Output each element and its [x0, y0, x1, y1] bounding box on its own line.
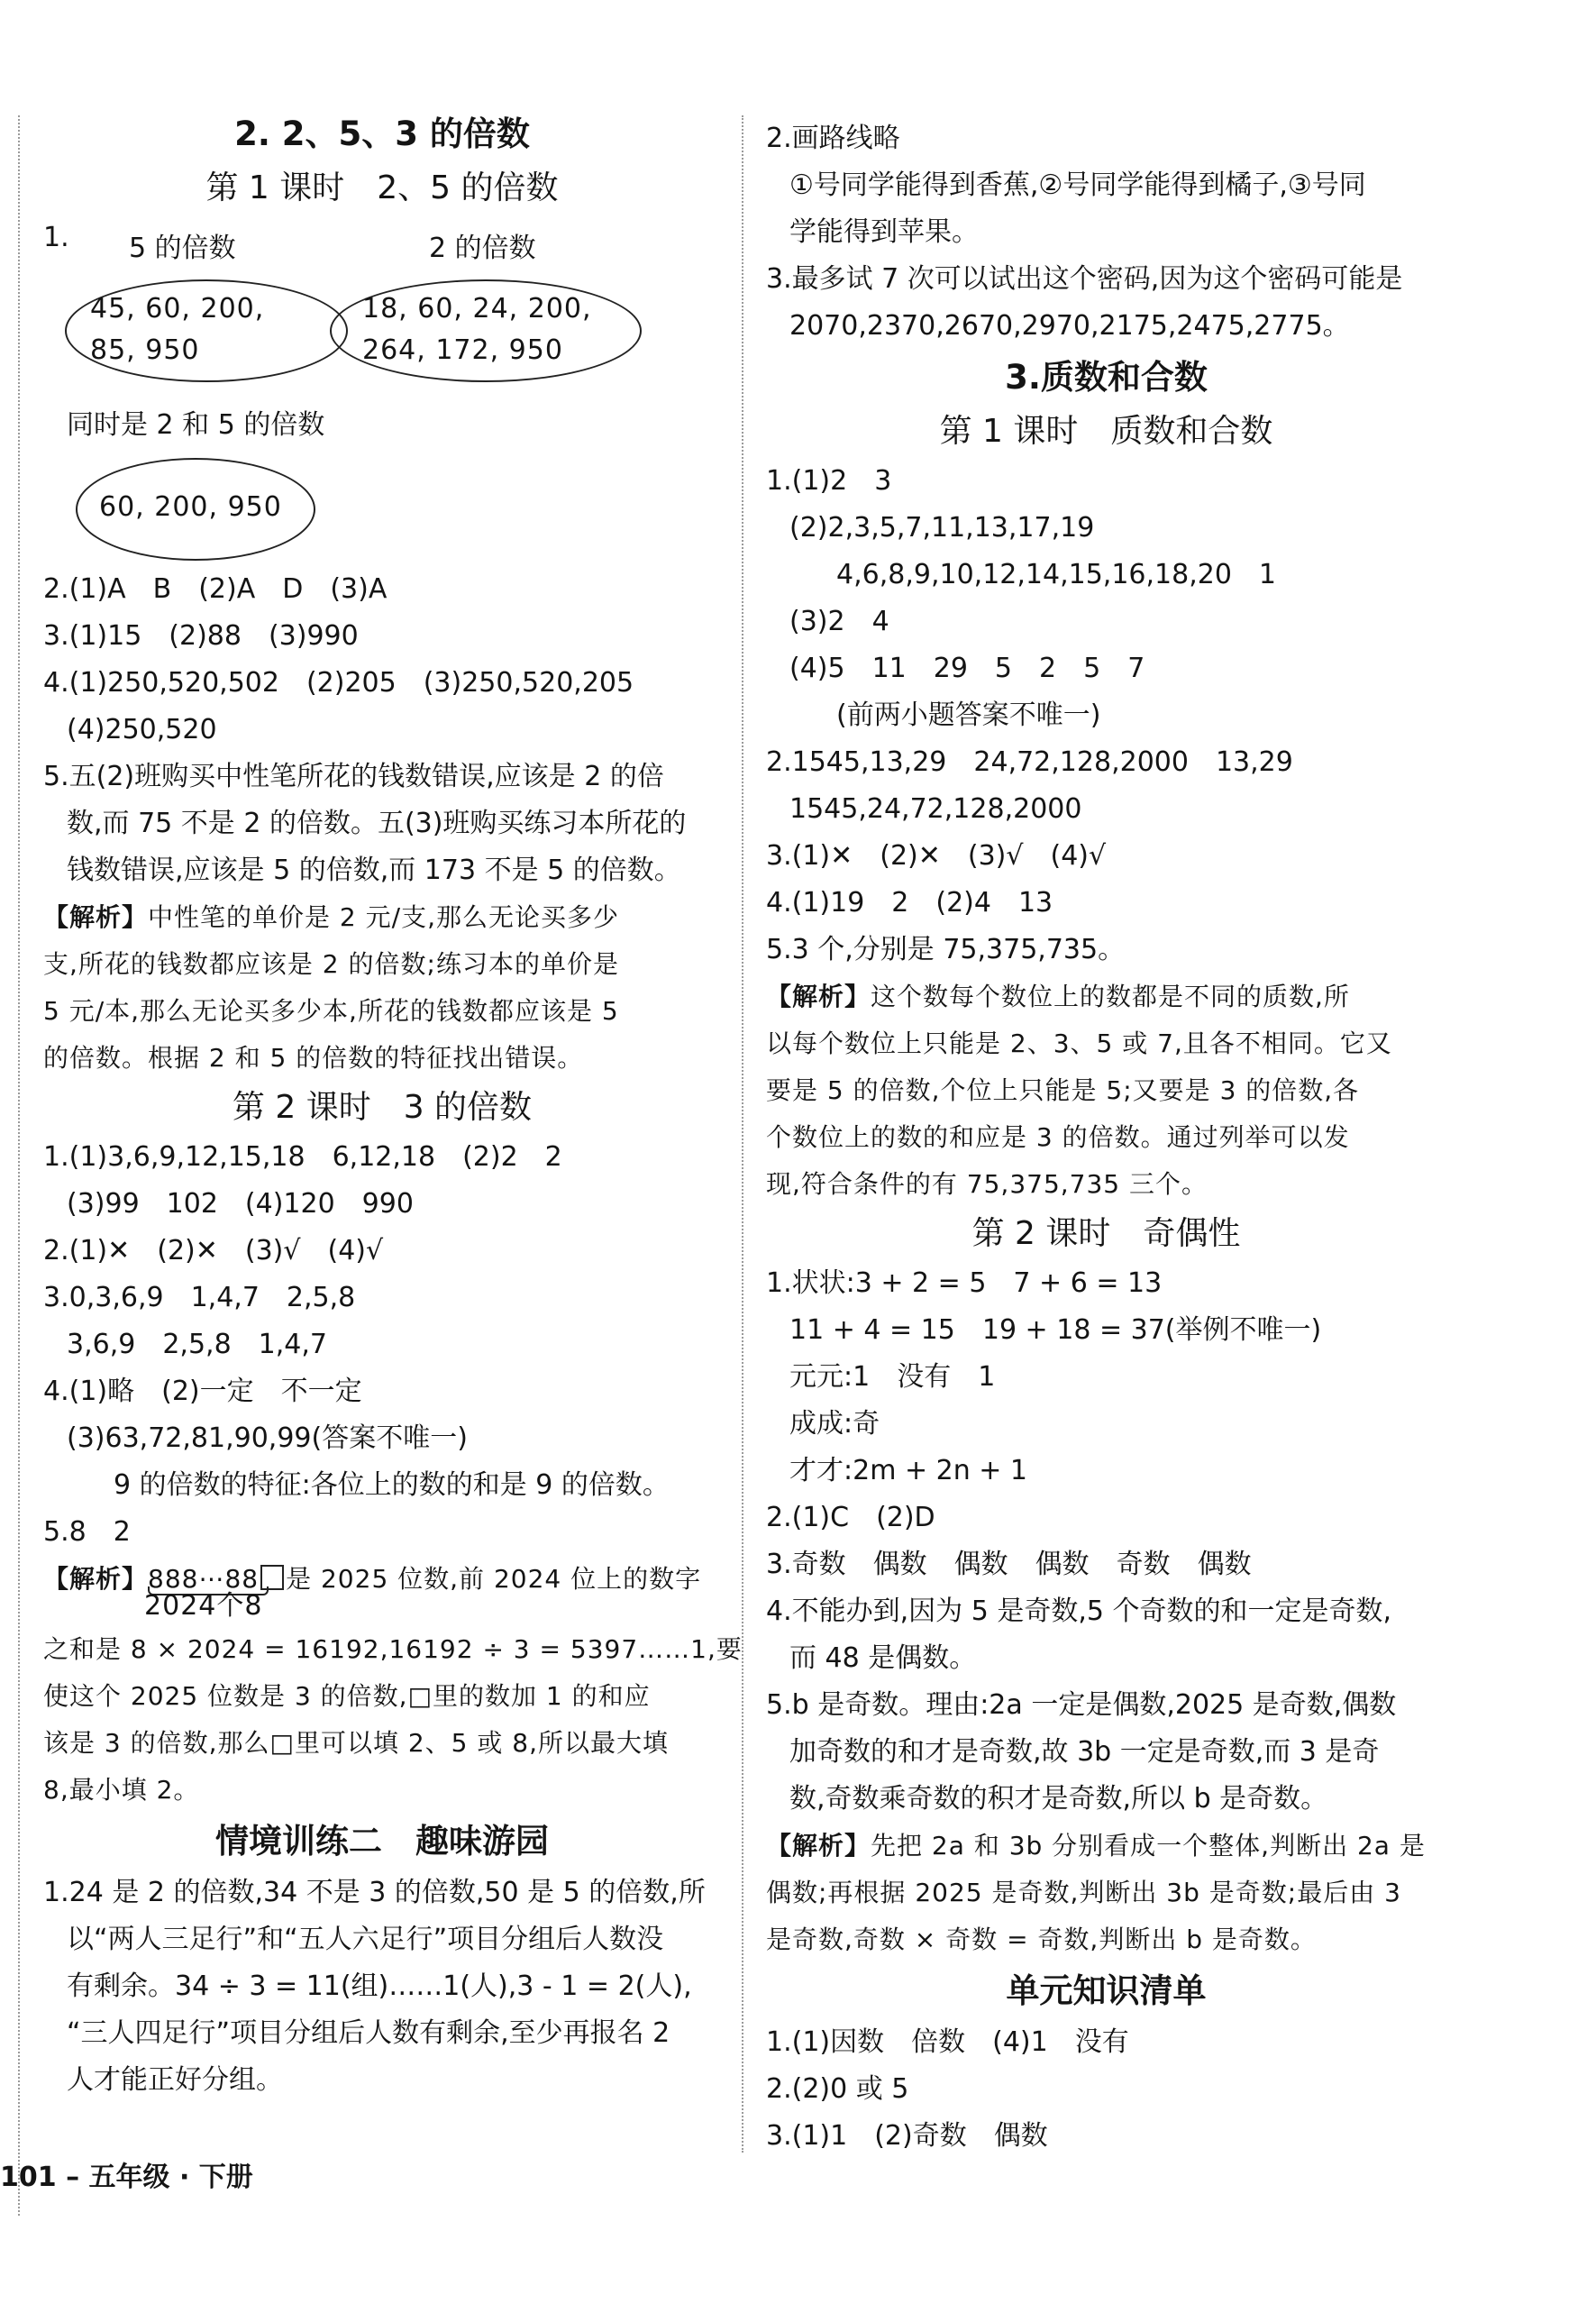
answer-line: 2.(2)0 或 5 — [766, 2073, 909, 2105]
answer-line: 以“两人三足行”和“五人六足行”项目分组后人数没 — [67, 1924, 664, 1955]
answer-line: 4,6,8,9,10,12,14,15,16,18,20 1 — [836, 559, 1277, 590]
label-multiples-of-2: 2 的倍数 — [429, 233, 536, 264]
answer-line: 人才能正好分组。 — [67, 2064, 283, 2096]
answer-line: 4.不能办到,因为 5 是奇数,5 个奇数的和一定是奇数, — [766, 1595, 1392, 1627]
answer-line: 2.(1)C (2)D — [766, 1502, 935, 1533]
answer-line: 2.画路线略 — [766, 123, 900, 154]
answer-line: 有剩余。34 ÷ 3 = 11(组)……1(人),3 - 1 = 2(人), — [67, 1970, 692, 2002]
analysis-tag: 【解析】 — [43, 1564, 149, 1594]
answer-line: 元元:1 没有 1 — [789, 1361, 996, 1393]
answer-line: (前两小题答案不唯一) — [836, 699, 1101, 731]
analysis-line — [766, 974, 1446, 1020]
brace-label: 2024个8 — [144, 1590, 263, 1622]
margin-dotted-rule — [18, 115, 20, 2216]
answer-line: 1.24 是 2 的倍数,34 不是 3 的倍数,50 是 5 的倍数,所 — [43, 1877, 706, 1908]
answer-line: 2.(1)A B (2)A D (3)A — [43, 573, 388, 605]
lesson-title-parity: 第 2 课时 奇偶性 — [971, 1215, 1241, 1252]
answer-line: 4.(1)250,520,502 (2)205 (3)250,520,205 — [43, 667, 634, 699]
analysis-line: 以每个数位上只能是 2、3、5 或 7,且各不相同。它又 — [766, 1029, 1392, 1058]
answer-line: 2070,2370,2670,2970,2175,2475,2775。 — [789, 310, 1350, 342]
answer-line: 而 48 是偶数。 — [789, 1642, 977, 1674]
answer-line: 2.(1)✕ (2)✕ (3)√ (4)√ — [43, 1235, 384, 1266]
analysis-line-brace — [43, 1556, 721, 1626]
analysis-line: 5 元/本,那么无论买多少本,所花的钱数都应该是 5 — [43, 996, 619, 1026]
answer-line: 3.(1)✕ (2)✕ (3)√ (4)√ — [766, 840, 1107, 872]
set-2-line-2: 264, 172, 950 — [362, 334, 563, 366]
answer-line: 2.1545,13,29 24,72,128,2000 13,29 — [766, 746, 1293, 778]
analysis-line: 要是 5 的倍数,个位上只能是 5;又要是 3 的倍数,各 — [766, 1075, 1360, 1105]
answer-line: 4.(1)19 2 (2)4 13 — [766, 887, 1053, 919]
answer-line: 3,6,9 2,5,8 1,4,7 — [67, 1329, 327, 1360]
analysis-line: 之和是 8 × 2024 = 16192,16192 ÷ 3 = 5397……1,要 — [43, 1634, 743, 1664]
answer-line: (3)2 4 — [789, 606, 889, 637]
set-2-line-1: 18, 60, 24, 200, — [362, 293, 592, 325]
page-number: 101 — [0, 2162, 57, 2193]
analysis-text: 是 2025 位数,前 2024 位上的数字 — [286, 1564, 702, 1594]
answer-line: 1.(1)3,6,9,12,15,18 6,12,18 (2)2 2 — [43, 1141, 562, 1173]
answer-line: 3.最多试 7 次可以试出这个密码,因为这个密码可能是 — [766, 263, 1403, 295]
answer-line: 1.(1)2 3 — [766, 465, 892, 497]
answer-line: 5.五(2)班购买中性笔所花的钱数错误,应该是 2 的倍 — [43, 761, 664, 792]
scenario-title: 情境训练二 趣味游园 — [215, 1822, 549, 1861]
answer-line: 3.(1)15 (2)88 (3)990 — [43, 620, 359, 652]
answer-line: 才才:2m + 2n + 1 — [789, 1455, 1028, 1486]
right-column — [766, 115, 1446, 2160]
answer-line: 5.8 2 — [43, 1516, 131, 1548]
analysis-line — [766, 1823, 1446, 1870]
answer-line: 成成:奇 — [789, 1408, 880, 1440]
brace-number — [144, 1556, 263, 1622]
grade-label: 五年级 · 下册 — [88, 2162, 253, 2193]
section-title-prime: 3.质数和合数 — [1005, 358, 1208, 397]
answer-line: (4)5 11 29 5 2 5 7 — [789, 653, 1145, 684]
analysis-text: 这个数每个数位上的数都是不同的质数,所 — [871, 982, 1350, 1011]
left-column — [43, 106, 743, 2104]
analysis-line: 该是 3 的倍数,那么□里可以填 2、5 或 8,所以最大填 — [43, 1728, 670, 1758]
lesson-title-3: 第 2 课时 3 的倍数 — [232, 1089, 533, 1126]
answer-line: 1545,24,72,128,2000 — [789, 793, 1082, 825]
analysis-line: 8,最小填 2。 — [43, 1775, 200, 1805]
analysis-line: 偶数;再根据 2025 是奇数,判断出 3b 是奇数;最后由 3 — [766, 1878, 1401, 1907]
section-title-multiples: 2. 2、5、3 的倍数 — [234, 114, 530, 153]
answer-line: 学能得到苹果。 — [789, 216, 979, 248]
analysis-line: 使这个 2025 位数是 3 的倍数,□里的数加 1 的和应 — [43, 1681, 651, 1711]
summary-title: 单元知识清单 — [1006, 1971, 1207, 2010]
analysis-tag: 【解析】 — [766, 982, 871, 1011]
analysis-line: 现,符合条件的有 75,375,735 三个。 — [766, 1169, 1208, 1199]
answer-line: (3)99 102 (4)120 990 — [67, 1188, 414, 1220]
answer-line: 1.状状:3 + 2 = 5 7 + 6 = 13 — [766, 1267, 1163, 1299]
analysis-line: 支,所花的钱数都应该是 2 的倍数;练习本的单价是 — [43, 949, 619, 979]
oval-multiples-of-2 — [330, 279, 642, 382]
answer-line: ①号同学能得到香蕉,②号同学能得到橘子,③号同 — [789, 169, 1366, 201]
answer-line: 4.(1)略 (2)一定 不一定 — [43, 1376, 362, 1407]
answer-line: 11 + 4 = 15 19 + 18 = 37(举例不唯一) — [789, 1314, 1322, 1346]
oval-common-multiples — [76, 458, 315, 561]
analysis-line: 是奇数,奇数 × 奇数 = 奇数,判断出 b 是奇数。 — [766, 1925, 1317, 1954]
analysis-tag: 【解析】 — [43, 902, 149, 932]
answer-line: 3.(1)1 (2)奇数 偶数 — [766, 2120, 1048, 2152]
page-footer — [0, 2154, 253, 2194]
analysis-line: 个数位上的数的和应是 3 的倍数。通过列举可以发 — [766, 1122, 1350, 1152]
set-both: 60, 200, 950 — [99, 491, 282, 523]
answer-line: 钱数错误,应该是 5 的倍数,而 173 不是 5 的倍数。 — [67, 855, 681, 886]
lesson-title-prime: 第 1 课时 质数和合数 — [939, 413, 1273, 450]
answer-line: 9 的倍数的特征:各位上的数的和是 9 的倍数。 — [114, 1469, 670, 1501]
answer-line: (4)250,520 — [67, 714, 217, 745]
answer-line: (3)63,72,81,90,99(答案不唯一) — [67, 1422, 468, 1454]
answer-line: “三人四足行”项目分组后人数有剩余,至少再报名 2 — [67, 2017, 670, 2049]
answer-line: 1.(1)因数 倍数 (4)1 没有 — [766, 2026, 1129, 2058]
answer-line: 5.b 是奇数。理由:2a 一定是偶数,2025 是奇数,偶数 — [766, 1689, 1397, 1721]
lesson-title-2-5: 第 1 课时 2、5 的倍数 — [205, 169, 559, 206]
answer-line: 5.3 个,分别是 75,375,735。 — [766, 934, 1126, 965]
analysis-line: 的倍数。根据 2 和 5 的倍数的特征找出错误。 — [43, 1043, 584, 1073]
analysis-tag: 【解析】 — [766, 1831, 871, 1861]
answer-line: (2)2,3,5,7,11,13,17,19 — [789, 512, 1095, 544]
answer-line: 加奇数的和才是奇数,故 3b 一定是奇数,而 3 是奇 — [789, 1736, 1380, 1768]
label-multiples-of-5: 5 的倍数 — [129, 233, 236, 264]
q1-number: 1. — [43, 222, 69, 253]
q1-figure — [43, 215, 721, 566]
answer-line: 3.0,3,6,9 1,4,7 2,5,8 — [43, 1282, 356, 1313]
set-5-line-2: 85, 950 — [90, 334, 200, 366]
analysis-line — [43, 894, 721, 941]
label-common-multiples: 同时是 2 和 5 的倍数 — [67, 409, 325, 441]
analysis-text: 中性笔的单价是 2 元/支,那么无论买多少 — [148, 902, 619, 932]
footer-dash: – — [56, 2162, 89, 2193]
answer-line: 数,奇数乘奇数的积才是奇数,所以 b 是奇数。 — [789, 1783, 1328, 1815]
column-divider — [742, 115, 743, 2153]
repeated-8-number: 888⋯88 — [148, 1564, 260, 1594]
analysis-text: 先把 2a 和 3b 分别看成一个整体,判断出 2a 是 — [871, 1831, 1426, 1861]
answer-line: 数,而 75 不是 2 的倍数。五(3)班购买练习本所花的 — [67, 808, 687, 839]
oval-multiples-of-5 — [65, 279, 348, 382]
set-5-line-1: 45, 60, 200, — [90, 293, 265, 325]
answer-line: 3.奇数 偶数 偶数 偶数 奇数 偶数 — [766, 1549, 1252, 1580]
